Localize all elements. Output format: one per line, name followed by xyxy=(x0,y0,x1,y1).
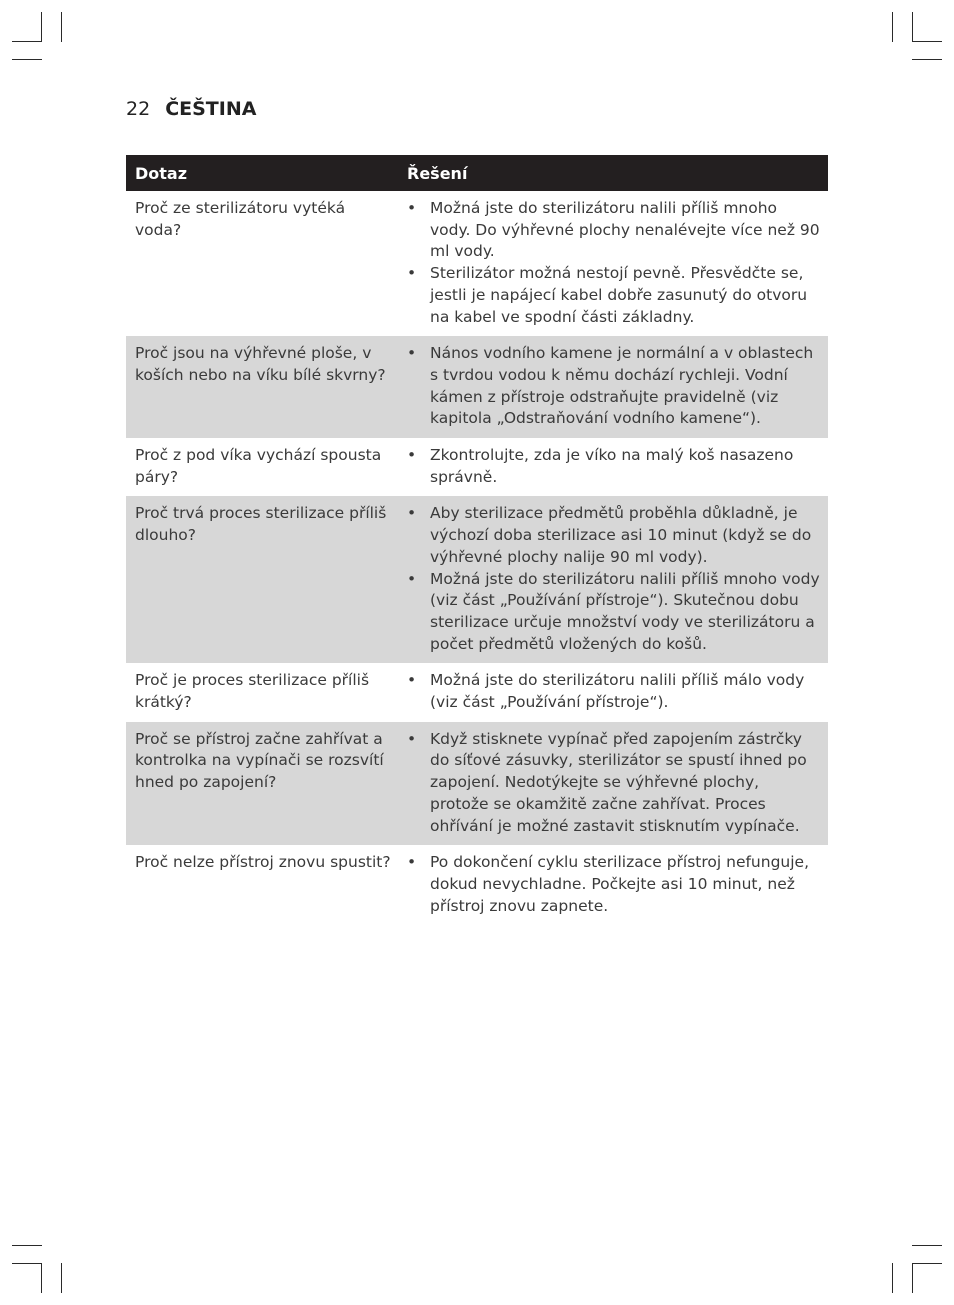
crop-mark xyxy=(12,1245,42,1246)
crop-mark xyxy=(912,12,913,42)
solution-item: • Možná jste do sterilizátoru nalili příliš mnoho vody. Do výhřevné plochy nenalévejte více než 90 ml vody. xyxy=(407,198,820,263)
solution-list xyxy=(407,343,820,430)
solution-cell xyxy=(399,852,828,917)
solution-list xyxy=(407,852,820,917)
solution-cell xyxy=(399,503,828,655)
solution-item: • Možná jste do sterilizátoru nalili příliš málo vody (viz část „Používání přístroje“). xyxy=(407,670,820,713)
question-cell: Proč ze sterilizátoru vytéká voda? xyxy=(135,199,346,239)
solution-cell xyxy=(399,670,828,713)
question-cell: Proč trvá proces sterilizace příliš dlouho? xyxy=(135,504,387,545)
crop-mark xyxy=(912,59,942,60)
solution-item: • Když stisknete vypínač před zapojením zástrčky do síťové zásuvky, sterilizátor se spustí ihned po zapojení. Nedotýkejte se výhřevné plochy, protože se okamžitě začne zahřívat. Proces ohřívání je možné zastavit stisknutím vypínače. xyxy=(407,729,820,838)
solution-list xyxy=(407,198,820,328)
solution-list xyxy=(407,503,820,655)
page-number: 22 xyxy=(126,98,151,120)
crop-mark xyxy=(61,1263,62,1293)
crop-mark xyxy=(912,1263,942,1264)
solution-item: • Možná jste do sterilizátoru nalili příliš mnoho vody (viz část „Používání přístroje“). Skutečnou dobu sterilizace určuje množství vody ve sterilizátoru a počet předmětů vložených do košů. xyxy=(407,569,820,656)
question-cell: Proč nelze přístroj znovu spustit? xyxy=(135,853,391,872)
question-cell: Proč se přístroj začne zahřívat a kontrolka na vypínači se rozsvítí hned po zapojení? xyxy=(135,729,384,792)
solution-item: • Po dokončení cyklu sterilizace přístroj nefunguje, dokud nevychladne. Počkejte asi 10 minut, než přístroj znovu zapnete. xyxy=(407,852,820,917)
table-row xyxy=(126,438,828,496)
solution-cell xyxy=(399,729,828,838)
solution-list xyxy=(407,729,820,838)
crop-mark xyxy=(41,12,42,42)
page-header xyxy=(126,98,256,126)
crop-mark xyxy=(912,1263,913,1293)
solution-item: • Sterilizátor možná nestojí pevně. Přesvědčte se, jestli je napájecí kabel dobře zasunutý do otvoru na kabel ve spodní části základny. xyxy=(407,263,820,328)
table-row xyxy=(126,336,828,438)
crop-mark xyxy=(912,41,942,42)
crop-mark xyxy=(12,1263,42,1264)
crop-mark xyxy=(12,59,42,60)
crop-mark xyxy=(41,1263,42,1293)
table-header xyxy=(126,155,828,191)
table-row xyxy=(126,496,828,663)
solution-cell xyxy=(399,343,828,430)
solution-cell xyxy=(399,198,828,328)
question-cell: Proč jsou na výhřevné ploše, v koších nebo na víku bílé skvrny? xyxy=(135,344,386,384)
solution-item: • Nános vodního kamene je normální a v oblastech s tvrdou vodou k němu dochází rychleji. Vodní kámen z přístroje odstraňujte pravidelně (viz kapitola „Odstraňování vodního kamene“). xyxy=(407,343,820,430)
table-row xyxy=(126,663,828,721)
solution-list xyxy=(407,670,820,713)
crop-mark xyxy=(892,12,893,42)
question-cell: Proč je proces sterilizace příliš krátký? xyxy=(135,671,370,712)
solution-list xyxy=(407,445,820,488)
table-row xyxy=(126,191,828,336)
solution-item: • Aby sterilizace předmětů proběhla důkladně, je výchozí doba sterilizace asi 10 minut (když se do výhřevné plochy nalije 90 ml vody). xyxy=(407,503,820,568)
table-row xyxy=(126,845,828,925)
question-cell: Proč z pod víka vychází spousta páry? xyxy=(135,446,382,486)
crop-mark xyxy=(892,1263,893,1293)
crop-mark xyxy=(61,12,62,42)
solution-cell xyxy=(399,445,828,488)
crop-mark xyxy=(12,41,42,42)
crop-mark xyxy=(912,1245,942,1246)
column-header-question: Dotaz xyxy=(135,163,188,183)
troubleshooting-table xyxy=(126,155,828,925)
table-row xyxy=(126,722,828,846)
column-header-solution: Řešení xyxy=(407,163,468,183)
solution-item: • Zkontrolujte, zda je víko na malý koš nasazeno správně. xyxy=(407,445,820,488)
section-title: ČEŠTINA xyxy=(165,98,257,120)
